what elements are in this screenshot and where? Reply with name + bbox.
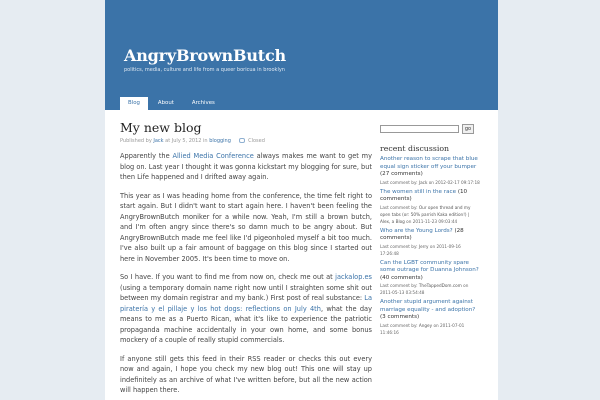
tab-blog[interactable]: Blog bbox=[120, 97, 148, 110]
last-comment-author[interactable]: Angey bbox=[418, 322, 433, 328]
piracy-post-link[interactable]: La piratería y el pillaje y los hot dogs: reflections on July 4th bbox=[120, 294, 372, 313]
last-comment-label: Last comment by: bbox=[380, 179, 418, 185]
paragraph bbox=[120, 354, 372, 396]
meta-published-by: Published by bbox=[120, 138, 152, 144]
search-go-button[interactable]: go bbox=[462, 124, 474, 134]
last-comment-author[interactable]: Jack bbox=[418, 179, 428, 185]
comment-count: (10 comments) bbox=[380, 188, 468, 202]
last-comment-label: Last comment by: bbox=[380, 243, 418, 249]
comments-status: Closed bbox=[248, 138, 265, 144]
comment-count: (3 comments) bbox=[380, 314, 420, 320]
post-body bbox=[120, 151, 372, 400]
paragraph-text: (using a temporary domain name right now until I straighten some shit out between my domain registrar and my bank.) First post of real substance: bbox=[120, 283, 372, 302]
recent-discussion-heading: recent discussion bbox=[380, 144, 450, 153]
discussion-item bbox=[380, 299, 480, 336]
comment-icon bbox=[239, 138, 245, 143]
comment-count: (27 comments) bbox=[380, 171, 423, 177]
paragraph bbox=[120, 272, 372, 346]
last-comment-author[interactable]: TheTappedDom.com bbox=[418, 283, 462, 288]
last-comment-label: Last comment by: bbox=[380, 283, 418, 288]
jackalopes-link[interactable]: jackalop.es bbox=[335, 273, 372, 281]
paragraph-text: This year as I was heading home from the conference, the time felt right to start again. But I didn't want to start again here. I haven't been feeling the AngryBrownButch moniker for a while now. Yeah, I'm still a brown butch, and I'm often angry since there's so damn much to be angry about. But AngryBrownButch made me feel like I'd pigeonholed myself a bit too much. I've also built up a fair amount of baggage on this blog since I started out here in November 2005. It's been time to move on. bbox=[120, 191, 372, 263]
discussion-item bbox=[380, 156, 480, 186]
comment-count: (40 comments) bbox=[380, 274, 423, 281]
site-title[interactable]: AngryBrownButch bbox=[124, 46, 286, 65]
paragraph bbox=[120, 191, 372, 265]
paragraph-text: So I have. If you want to find me from now on, check me out at bbox=[120, 273, 336, 281]
last-comment-label: Last comment by: bbox=[380, 204, 418, 210]
tab-about[interactable]: About bbox=[157, 100, 174, 106]
last-comment-date: on 2011-07-01 11:46:16 bbox=[380, 322, 465, 335]
last-comment-date: on 2012-02-17 09:17:18 bbox=[428, 179, 480, 185]
last-comment-date: on 2011-09-16 17:26:48 bbox=[380, 243, 461, 256]
site-tagline: politics, media, culture and life from a queer boricua in brooklyn bbox=[124, 67, 285, 73]
main-nav bbox=[120, 97, 223, 110]
discussion-link[interactable]: Can the LGBT community spare some outrage for Duanna Johnson? bbox=[380, 259, 479, 273]
search-input[interactable] bbox=[380, 125, 459, 133]
discussion-link[interactable]: Another stupid argument against marriage equality - and adoption? bbox=[380, 299, 476, 313]
search-row bbox=[380, 124, 480, 134]
last-comment-label: Last comment by: bbox=[380, 322, 418, 328]
last-comment-date: on 2011-11-23 09:03:44 bbox=[406, 218, 458, 224]
paragraph bbox=[120, 151, 372, 183]
paragraph-text: Apparently the bbox=[120, 152, 173, 160]
last-comment-date: on 2011-05-13 03:54:48 bbox=[380, 283, 469, 295]
discussion-item bbox=[380, 260, 480, 297]
post-author-link[interactable]: Jack bbox=[153, 138, 164, 144]
discussion-link[interactable]: Another reason to scrape that blue equal sign sticker off your bumper bbox=[380, 156, 478, 170]
post-meta bbox=[120, 138, 265, 144]
meta-date: at July 5, 2012 in bbox=[165, 138, 208, 144]
tab-archives[interactable]: Archives bbox=[191, 100, 215, 106]
post-category-link[interactable]: blogging bbox=[209, 138, 231, 144]
paragraph-text: If anyone still gets this feed in their RSS reader or checks this out every now and again, I hope you check my new blog out! This one will stay up indefinitely as an archive of what I've written before, but all the new action will happen there. bbox=[120, 354, 372, 394]
allied-media-link[interactable]: Allied Media Conference bbox=[172, 152, 254, 160]
discussion-item bbox=[380, 189, 480, 225]
discussion-link[interactable]: The women still in the race bbox=[380, 188, 457, 195]
last-comment-author[interactable]: Our open thread and my open tabs (or: 50% parrish Kaka edition!) | Alex, a Blog bbox=[380, 204, 471, 224]
last-comment-author[interactable]: Jerry bbox=[418, 243, 429, 249]
post-title[interactable]: My new blog bbox=[120, 120, 202, 135]
comment-count: (28 comments) bbox=[380, 227, 464, 241]
paragraph-text: always makes me want to get my blog on. Last year I thought it was gonna kickstart my blogging for sure, but then Life happened and I drifted away again. bbox=[120, 152, 372, 181]
sidebar bbox=[380, 124, 480, 339]
paragraph-text: , what the day means to me as a Puerto Rican, what it's like to experience the patriotic propaganda machine accidentally in your own home, and some bonus mockery of a couple of really stupid commercials. bbox=[120, 304, 372, 344]
discussion-link[interactable]: Who are the Young Lords? bbox=[380, 227, 453, 234]
discussion-item bbox=[380, 228, 480, 257]
